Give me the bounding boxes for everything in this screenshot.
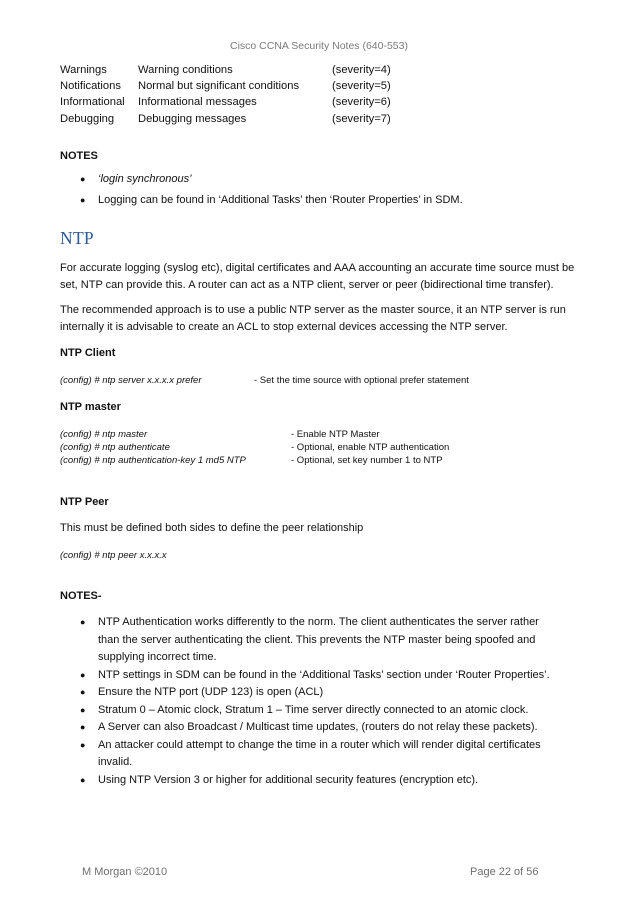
list-item: [60, 667, 560, 685]
list-item: [60, 719, 560, 737]
severity-description: Warning conditions: [138, 64, 233, 76]
list-item-text: NTP settings in SDM can be found in the ‘Additional Tasks’ section under ‘Router Properties’.: [98, 668, 550, 681]
table-row: [60, 62, 432, 78]
severity-value: (severity=5): [332, 80, 391, 93]
paragraph: The recommended approach is to use a public NTP server as the master source, it an NTP server is run internally it is advisable to create an ACL to stop external devices accessing the NTP server.: [60, 304, 566, 334]
list-item: [60, 772, 560, 790]
list-item-text: Logging can be found in ‘Additional Tasks’ then ‘Router Properties’ in SDM.: [98, 193, 463, 206]
severity-description: Normal but significant conditions: [138, 80, 300, 93]
paragraph: This must be defined both sides to define the peer relationship: [60, 522, 364, 534]
table-row: [60, 94, 432, 110]
command-text: (config) # ntp authentication-key 1 md5 NTP: [60, 455, 246, 466]
list-item: [60, 614, 560, 667]
list-item: [60, 737, 560, 772]
subheading-ntp-master: NTP master: [60, 401, 121, 413]
notes-list: [60, 171, 580, 209]
bullet-icon: ●: [80, 722, 86, 732]
section-title: NTP: [60, 228, 94, 248]
severity-level: Debugging: [60, 112, 115, 125]
severity-level: Informational: [60, 96, 125, 109]
severity-value: (severity=4): [332, 64, 391, 76]
subheading-ntp-peer: NTP Peer: [60, 496, 109, 508]
command-text: (config) # ntp server x.x.x.x prefer: [60, 375, 202, 386]
list-item-text: An attacker could attempt to change the time in a router which will render digital certificates invalid.: [98, 738, 541, 768]
list-item-text: Ensure the NTP port (UDP 123) is open (ACL): [98, 686, 324, 698]
severity-value: (severity=7): [332, 112, 391, 125]
notes-heading: NOTES-: [60, 590, 102, 602]
notes-list: [60, 614, 560, 789]
footer-author: M Morgan ©2010: [82, 866, 168, 878]
command-row: [60, 441, 449, 454]
bullet-icon: ●: [80, 174, 86, 184]
command-text: (config) # ntp master: [60, 429, 148, 440]
footer-page-number: Page 22 of 56: [470, 866, 539, 878]
command-row: [60, 374, 469, 387]
severity-table: [60, 62, 432, 127]
command-description: - Optional, enable NTP authentication: [291, 442, 450, 453]
severity-description: Informational messages: [138, 96, 257, 109]
bullet-icon: ●: [80, 739, 86, 750]
command-text: (config) # ntp peer x.x.x.x: [60, 550, 167, 561]
command-row: [60, 549, 167, 562]
notes-heading: NOTES: [60, 150, 98, 162]
table-row: [60, 78, 432, 94]
list-item: [60, 684, 560, 702]
command-row: [60, 428, 380, 441]
severity-description: Debugging messages: [138, 112, 247, 125]
severity-value: (severity=6): [332, 96, 391, 109]
command-row: [60, 454, 443, 467]
command-description: - Set the time source with optional prefer statement: [254, 375, 469, 386]
list-item-text: NTP Authentication works differently to the norm. The client authenticates the server rather than the server authenticating the client. This prevents the NTP master being spoofed and supplying incorrect time.: [98, 616, 539, 663]
list-item-text: ‘login synchronous’: [98, 173, 192, 185]
list-item: [60, 192, 580, 210]
bullet-icon: ●: [80, 194, 86, 205]
bullet-icon: ●: [80, 669, 86, 680]
severity-level: Notifications: [60, 80, 121, 93]
list-item: [60, 171, 580, 189]
command-text: (config) # ntp authenticate: [60, 442, 170, 453]
list-item-text: Stratum 0 – Atomic clock, Stratum 1 – Time server directly connected to an atomic clock.: [98, 703, 529, 716]
severity-level: Warnings: [60, 64, 107, 76]
list-item-text: Using NTP Version 3 or higher for additional security features (encryption etc).: [98, 773, 479, 786]
subheading-ntp-client: NTP Client: [60, 347, 116, 359]
paragraph: For accurate logging (syslog etc), digital certificates and AAA accounting an accurate time source must be set, NTP can provide this. A router can act as a NTP client, server or peer (bidirectional time transfer).: [60, 262, 575, 292]
command-description: - Optional, set key number 1 to NTP: [291, 455, 443, 466]
table-row: [60, 111, 432, 127]
list-item: [60, 702, 560, 720]
bullet-icon: ●: [80, 704, 86, 715]
bullet-icon: ●: [80, 687, 86, 697]
bullet-icon: ●: [80, 617, 86, 627]
list-item-text: A Server can also Broadcast / Multicast time updates, (routers do not relay these packets).: [98, 721, 538, 733]
command-description: - Enable NTP Master: [291, 429, 380, 440]
bullet-icon: ●: [80, 774, 86, 785]
running-header: Cisco CCNA Security Notes (640-553): [230, 40, 408, 52]
